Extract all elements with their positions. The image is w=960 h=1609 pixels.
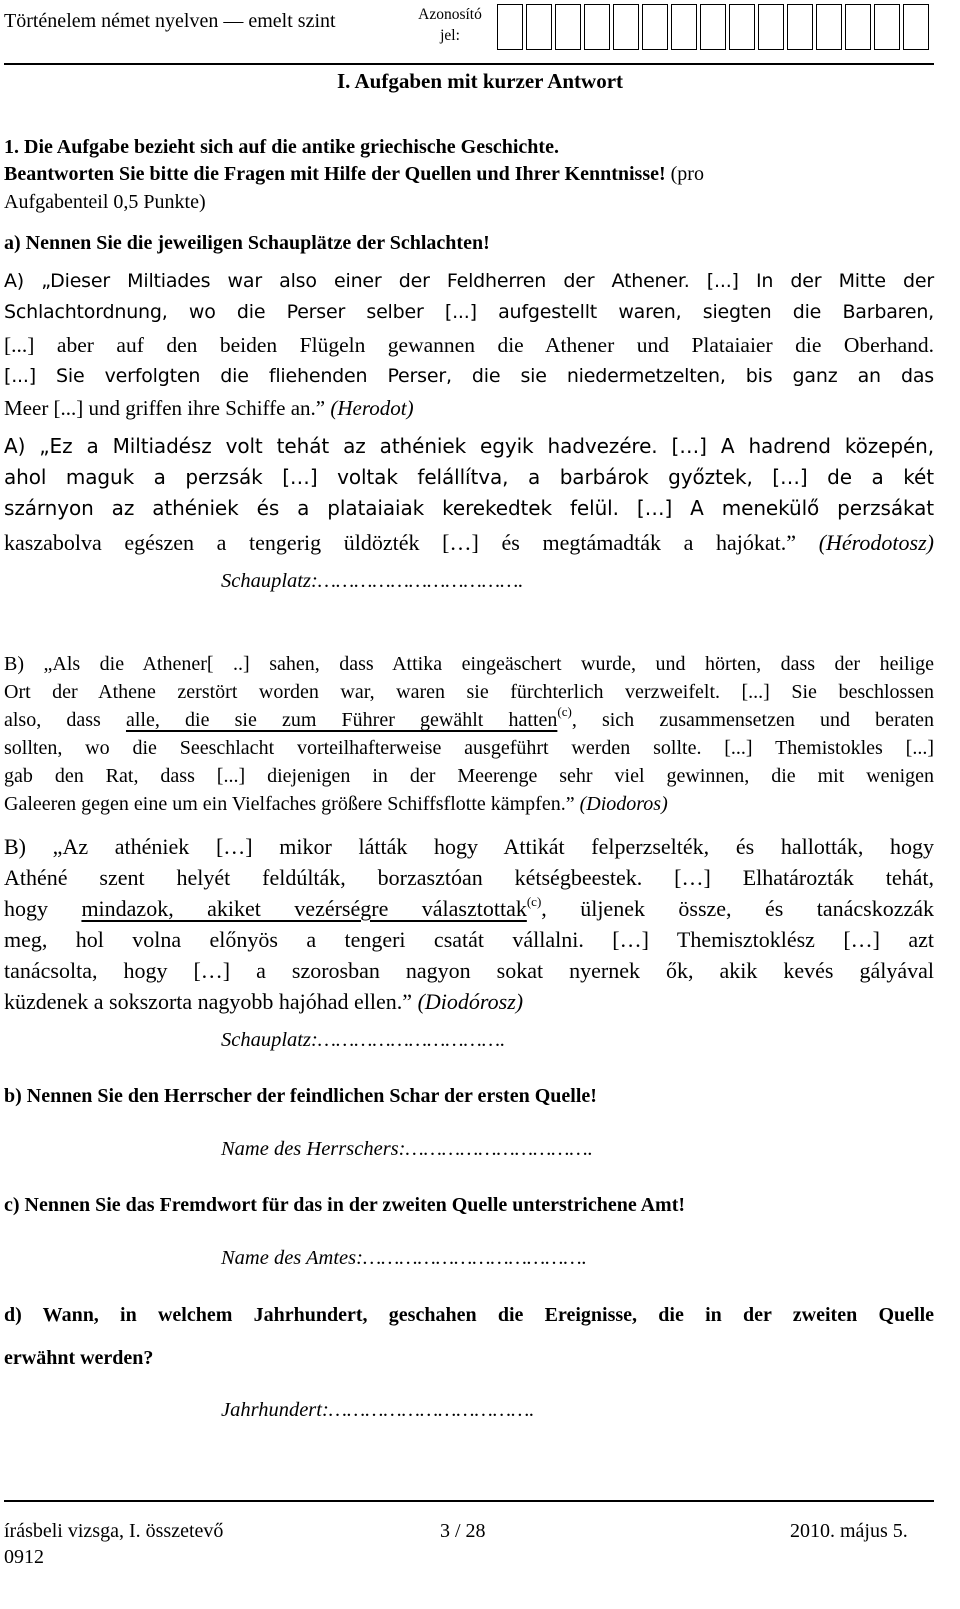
id-box[interactable]	[642, 4, 668, 50]
id-box[interactable]	[526, 4, 552, 50]
quote-a-de-line3: [...] aber auf den beiden Flügeln gewannen die Athener und Plataiaier die Oberhand.	[4, 333, 934, 357]
quote-b-hu-line2: Athéné szent helyét feldúlták, borzasztóan kétségbeestek. […] Elhatározták tehát,	[4, 865, 934, 890]
underlined-office-de: alle, die sie zum Führer gewählt hatten	[125, 709, 558, 731]
answer-line-a[interactable]: Schauplatz:…………………………….	[221, 570, 524, 592]
quote-a-hu-line3: szárnyon az athéniek és a plataiaiak kerekedtek felül. […] A menekülő perzsákat	[4, 496, 934, 520]
id-box[interactable]	[497, 4, 523, 50]
footnote-c-de: (c)	[557, 704, 572, 720]
task-instruction	[4, 161, 704, 188]
footer-divider	[4, 1500, 934, 1502]
quote-b-hu-line6	[4, 986, 523, 1017]
question-a: a) Nennen Sie die jeweiligen Schauplätze der Schlachten!	[4, 232, 490, 254]
header-title: Történelem német nyelven — emelt szint	[4, 10, 336, 32]
quote-b-de-line1: B) „Als die Athener[ ..] sahen, dass Attika eingeäschert wurde, und hörten, dass der heilige	[4, 653, 934, 675]
quote-b-de-line6	[4, 791, 668, 818]
instruction-bold: Beantworten Sie bitte die Fragen mit Hilfe der Quellen und Ihrer Kenntnisse!	[4, 163, 666, 185]
id-box[interactable]	[874, 4, 900, 50]
footnote-c-hu: (c)	[526, 893, 542, 909]
id-boxes	[497, 4, 932, 50]
quote-b-de-text: Galeeren gegen eine um ein Vielfaches größere Schiffsflotte kämpfen.”	[4, 793, 575, 815]
quote-b-hu-l3-pre: hogy	[4, 896, 48, 921]
quote-a-de-line2: Schlachtordnung, wo die Perser selber [...] aufgestellt waren, siegten die Barbaren,	[4, 301, 934, 323]
instruction-points: (pro	[670, 163, 704, 185]
quote-a-hu-line4	[4, 527, 934, 558]
quote-b-hu-text: küzdenek a sokszorta nagyobb hajóhad ellen.”	[4, 989, 413, 1014]
quote-b-hu-line3	[4, 893, 934, 924]
id-box[interactable]	[700, 4, 726, 50]
id-label-line2: jel:	[440, 27, 460, 44]
section-title: I. Aufgaben mit kurzer Antwort	[336, 69, 624, 93]
answer-herrscher[interactable]: Name des Herrschers:………………………….	[221, 1138, 593, 1160]
header-divider	[4, 63, 934, 65]
quote-a-de-line4: [...] Sie verfolgten die fliehenden Perser, die sie niedermetzelten, bis ganz an das	[4, 365, 934, 387]
quote-a-de-line1: A) „Dieser Miltiades war also einer der Feldherren der Athener. [...] In der Mitte der	[4, 270, 934, 292]
quote-b-de-line5: gab den Rat, dass [...] diejenigen in der Meerenge sehr viel gewinnen, die mit wenigen	[4, 765, 934, 787]
answer-amt[interactable]: Name des Amtes:……………………………….	[221, 1247, 587, 1269]
id-label-line1: Azonosító	[418, 6, 482, 23]
id-box[interactable]	[787, 4, 813, 50]
quote-b-hu-line4: meg, hol volna előnyös a tengeri csatát vállalni. […] Themisztoklész […] azt	[4, 927, 934, 952]
id-box[interactable]	[729, 4, 755, 50]
quote-b-de-line4: sollten, wo die Seeschlacht vorteilhafterweise ausgeführt werden sollte. [...] Themistokles [...]	[4, 737, 934, 759]
id-box[interactable]	[584, 4, 610, 50]
question-b: b) Nennen Sie den Herrscher der feindlichen Schar der ersten Quelle!	[4, 1085, 597, 1107]
quote-b-de-line2: Ort der Athene zerstört worden war, waren sie fürchterlich verzweifelt. [...] Sie beschlossen	[4, 681, 934, 703]
id-box[interactable]	[845, 4, 871, 50]
instruction-points-2: Aufgabenteil 0,5 Punkte)	[4, 191, 206, 213]
quote-a-hu-line2: ahol maguk a perzsák […] voltak felállítva, a barbárok győztek, […] de a két	[4, 465, 934, 489]
quote-a-hu-source: (Hérodotosz)	[818, 530, 934, 555]
id-box[interactable]	[816, 4, 842, 50]
quote-b-hu-line1: B) „Az athéniek […] mikor látták hogy Attikát felperzselték, és hallották, hogy	[4, 834, 934, 859]
id-box[interactable]	[555, 4, 581, 50]
answer-line-b[interactable]: Schauplatz:………………………….	[221, 1029, 506, 1051]
id-box[interactable]	[903, 4, 929, 50]
quote-b-hu-source: (Diodórosz)	[417, 989, 524, 1014]
quote-b-hu-l3-post: , üljenek össze, és tanácskozzák	[541, 896, 934, 921]
underlined-office-hu: mindazok, akiket vezérségre választottak	[81, 896, 527, 921]
quote-a-de-source: (Herodot)	[330, 396, 414, 420]
question-d-line1: d) Wann, in welchem Jahrhundert, geschahen die Ereignisse, die in der zweiten Quelle	[4, 1304, 934, 1326]
footer-left: írásbeli vizsga, I. összetevő	[4, 1520, 224, 1542]
quote-a-de-text: Meer [...] und griffen ihre Schiffe an.”	[4, 396, 326, 420]
question-c: c) Nennen Sie das Fremdwort für das in der zweiten Quelle unterstrichene Amt!	[4, 1194, 686, 1216]
task-title: 1. Die Aufgabe bezieht sich auf die antike griechische Geschichte.	[4, 136, 559, 158]
quote-a-de-line5	[4, 394, 414, 423]
id-box[interactable]	[671, 4, 697, 50]
footer-code: 0912	[4, 1546, 44, 1568]
answer-jahrhundert[interactable]: Jahrhundert:…………………………….	[221, 1399, 535, 1421]
quote-b-hu-line5: tanácsolta, hogy […] a szorosban nagyon sokat nyernek ők, akik kevés gályával	[4, 958, 934, 983]
quote-a-hu-line1: A) „Ez a Miltiadész volt tehát az athéniek egyik hadvezére. […] A hadrend közepén,	[4, 434, 934, 458]
question-d-line2: erwähnt werden?	[4, 1347, 154, 1369]
quote-b-de-l3-pre: also, dass	[4, 709, 101, 731]
footer-page: 3 / 28	[440, 1520, 486, 1542]
quote-b-de-l3-post: , sich zusammensetzen und beraten	[571, 709, 934, 731]
id-label	[410, 4, 490, 46]
quote-a-hu-text: kaszabolva egészen a tengerig üldözték […] és megtámadták a hajókat.”	[4, 530, 797, 555]
id-box[interactable]	[758, 4, 784, 50]
id-box[interactable]	[613, 4, 639, 50]
footer-date: 2010. május 5.	[790, 1520, 908, 1542]
quote-b-de-line3	[4, 704, 934, 734]
quote-b-de-source: (Diodoros)	[579, 793, 668, 815]
